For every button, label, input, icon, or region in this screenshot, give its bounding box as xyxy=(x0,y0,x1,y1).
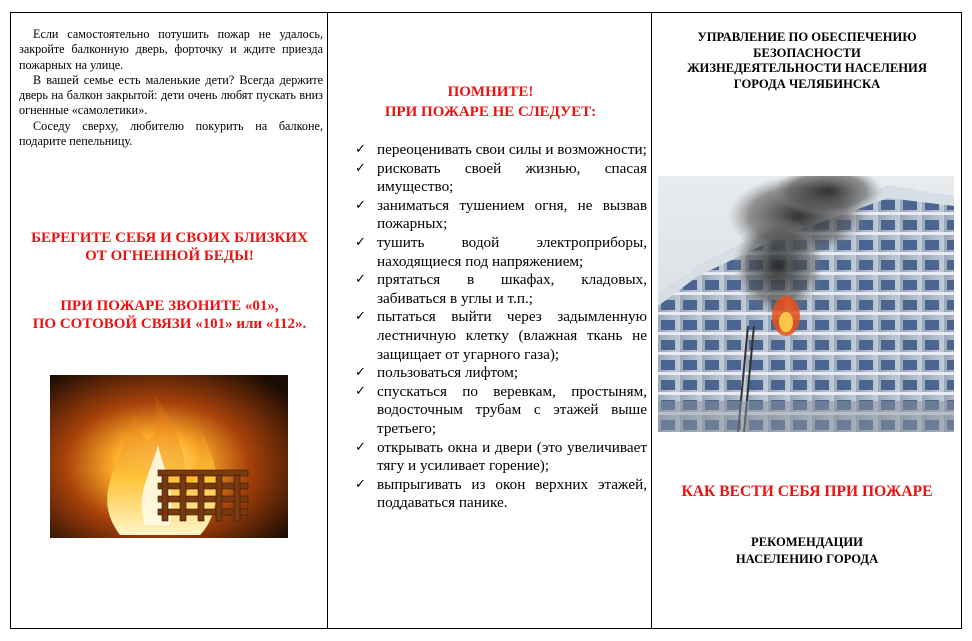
organization-line: ЖИЗНЕДЕЯТЕЛЬНОСТИ НАСЕЛЕНИЯ xyxy=(687,61,927,75)
emergency-call-line: ПО СОТОВОЙ СВЯЗИ «101» или «112». xyxy=(32,316,307,332)
advice-paragraph: Соседу сверху, любителю покурить на балконе, подарите пепельницу. xyxy=(19,118,323,149)
burning-matches-illustration xyxy=(50,375,288,538)
burning-matches-photo xyxy=(50,375,288,538)
list-item xyxy=(355,439,647,476)
checkmark-icon: ✓ xyxy=(355,142,366,157)
organization-line: ГОРОДА ЧЕЛЯБИНСКА xyxy=(733,76,881,91)
advice-paragraph: В вашей семье есть маленькие дети? Всегда держите дверь на балкон закрытой: дети очень любят пускать вниз огненные «самолетики». xyxy=(19,72,323,118)
list-item xyxy=(355,476,647,513)
list-item-text: заниматься тушением огня, не вызвав пожарных; xyxy=(377,196,647,233)
list-item-text: тушить водой электроприборы, находящиеся под напряжением; xyxy=(377,233,647,270)
checkmark-icon: ✓ xyxy=(355,365,366,381)
organization-line: УПРАВЛЕНИЕ ПО ОБЕСПЕЧЕНИЮ xyxy=(697,30,917,44)
list-item xyxy=(355,141,647,160)
list-item xyxy=(355,234,647,271)
list-item-text: рисковать своей жизнью, спасая имущество; xyxy=(377,159,647,196)
remember-heading xyxy=(328,82,653,122)
left-panel xyxy=(10,12,327,629)
do-not-list xyxy=(355,141,647,513)
list-item-text: пытаться выйти через задымленную лестничную клетку (влажная ткань не защищает от угарного газа); xyxy=(377,308,647,363)
left-panel-text xyxy=(19,27,323,149)
middle-panel xyxy=(327,12,652,629)
emergency-call-line: ПРИ ПОЖАРЕ ЗВОНИТЕ «01», xyxy=(60,298,279,314)
protect-heading-line: ОТ ОГНЕННОЙ БЕДЫ! xyxy=(85,248,254,264)
list-item-text: открывать окна и двери (это увеличивает тягу и усиливает горение); xyxy=(377,438,647,475)
list-item xyxy=(355,364,647,383)
checkmark-icon: ✓ xyxy=(355,439,366,455)
emergency-call-heading xyxy=(11,297,328,333)
checkmark-icon: ✓ xyxy=(355,272,366,288)
list-item xyxy=(355,197,647,234)
protect-heading xyxy=(11,229,328,265)
checkmark-icon: ✓ xyxy=(355,197,366,213)
burning-building-photo xyxy=(658,176,954,432)
recommendations-line: НАСЕЛЕНИЮ ГОРОДА xyxy=(735,551,879,566)
list-item-text: пользоваться лифтом; xyxy=(377,364,519,382)
remember-heading-line: ПОМНИТЕ! xyxy=(447,84,534,100)
list-item xyxy=(355,383,647,439)
recommendations-line: РЕКОМЕНДАЦИИ xyxy=(751,535,863,549)
organization-line: БЕЗОПАСНОСТИ xyxy=(753,45,861,60)
checkmark-icon: ✓ xyxy=(355,160,366,176)
burning-building-illustration xyxy=(658,176,954,432)
checkmark-icon: ✓ xyxy=(355,234,366,250)
checkmark-icon: ✓ xyxy=(355,383,366,399)
list-item-text: спускаться по веревкам, простыням, водосточным трубам с этажей выше третьего; xyxy=(377,382,647,437)
organization-name xyxy=(652,30,962,92)
list-item-text: прятаться в шкафах, кладовых, забиваться в углы и т.п.; xyxy=(377,271,647,307)
recommendations-subtitle xyxy=(652,534,962,567)
list-item xyxy=(355,308,647,364)
checkmark-icon: ✓ xyxy=(355,309,366,325)
list-item-text: выпрыгивать из окон верхних этажей, поддаваться панике. xyxy=(377,475,647,512)
list-item xyxy=(355,160,647,197)
brochure-title: КАК ВЕСТИ СЕБЯ ПРИ ПОЖАРЕ xyxy=(681,483,933,500)
remember-heading-line: ПРИ ПОЖАРЕ НЕ СЛЕДУЕТ: xyxy=(384,104,597,120)
protect-heading-line: БЕРЕГИТЕ СЕБЯ И СВОИХ БЛИЗКИХ xyxy=(31,230,308,246)
checkmark-icon: ✓ xyxy=(355,476,366,492)
list-item xyxy=(355,271,647,308)
right-panel xyxy=(652,12,962,629)
advice-paragraph: Если самостоятельно потушить пожар не удалось, закройте балконную дверь, форточку и ждите приезда пожарных на улице. xyxy=(19,27,323,72)
list-item-text: переоценивать свои силы и возможности; xyxy=(377,141,647,158)
